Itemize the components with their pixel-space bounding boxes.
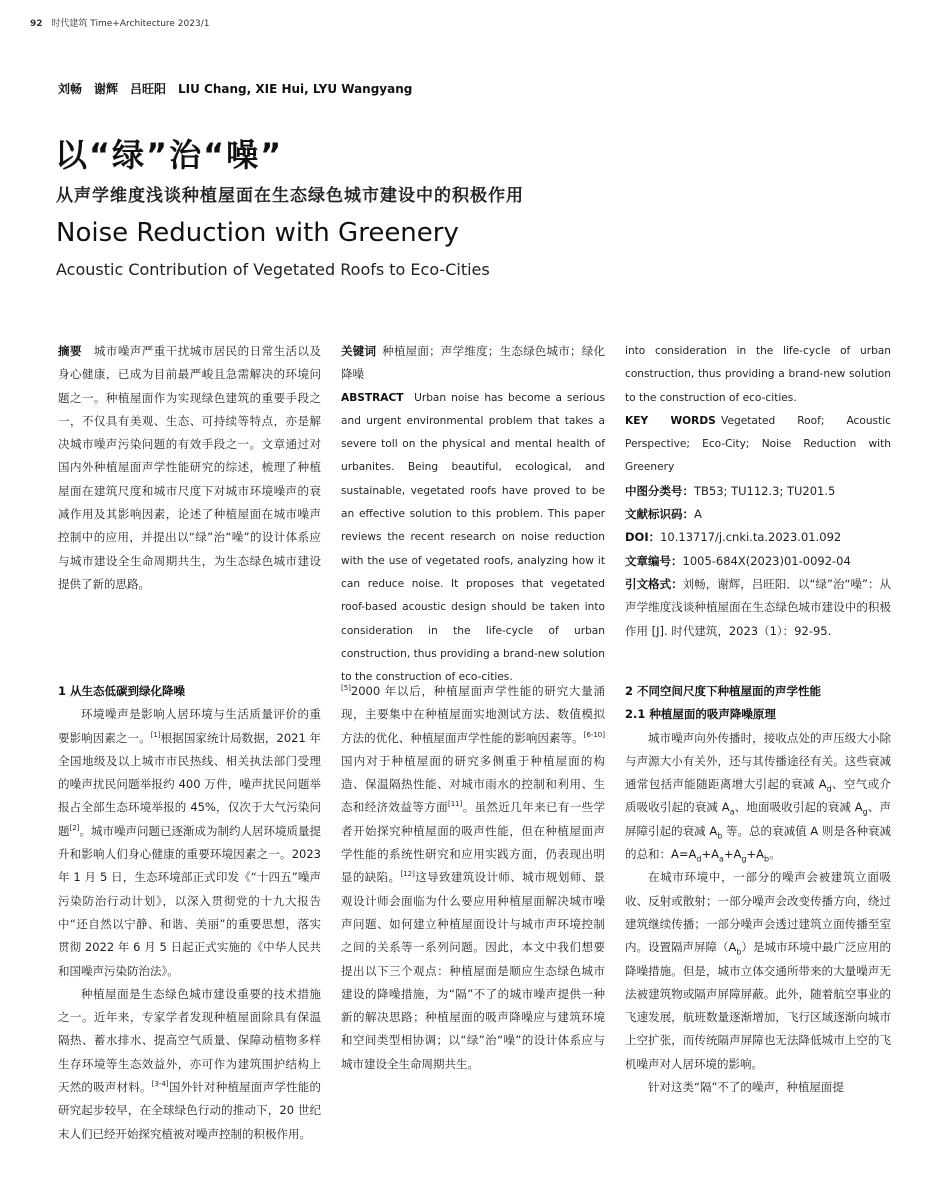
article-number: 文章编号：1005-684X(2023)01-0092-04 — [625, 553, 851, 568]
paragraph: 针对这类“隔”不了的噪声，种植屋面提 — [648, 1080, 844, 1095]
abstract-cn-label: 摘要 — [58, 344, 82, 358]
section-2-heading: 2 不同空间尺度下种植屋面的声学性能 — [625, 684, 822, 698]
clc-number: 中图分类号：TB53; TU112.3; TU201.5 — [625, 483, 836, 498]
subtitle-chinese: 从声学维度浅谈种植屋面在生态绿色城市建设中的积极作用 — [56, 186, 524, 206]
section-2-1-heading: 2.1 种植屋面的吸声降噪原理 — [625, 707, 776, 722]
abstract-cn — [58, 340, 321, 596]
abstract-en-continued: into consideration in the life-cycle of urban construction, thus providing a brand-new solution to the construction of eco-cities. — [625, 345, 891, 404]
citation-format: 引文格式：刘畅，谢辉，吕旺阳．以“绿”治“噪”：从声学维度浅谈种植屋面在生态绿色城市建设中的积极作用 [J]. 时代建筑，2023（1）：92-95. — [625, 576, 891, 638]
keywords-en-label: KEY WORDS — [625, 414, 716, 427]
doi: DOI：10.13717/j.cnki.ta.2023.01.092 — [625, 530, 842, 545]
keywords-cn — [341, 340, 605, 387]
section-1-heading: 1 从生态低碳到绿化降噪 — [58, 684, 186, 698]
body-column-1 — [58, 680, 321, 1190]
abstract-en-column — [341, 340, 606, 684]
abstract-cn-column — [58, 340, 321, 596]
metadata-column — [625, 340, 891, 643]
subtitle-english: Acoustic Contribution of Vegetated Roofs to Eco-Cities — [56, 260, 490, 279]
keywords-cn-text: 种植屋面；声学维度；生态绿色城市；绿化降噪 — [341, 344, 606, 382]
keywords-en — [625, 410, 891, 480]
paragraph: 环境噪声是影响人居环境与生活质量评价的重要影响因素之一。[1]根据国家统计局数据，2021 年全国地级及以上城市市民热线、相关执法部门受理的噪声扰民问题举报约 400 万件，噪声扰民问题举报占全部生态环境举报的 45%，仅次于大气污染问题[2]。城市噪声问题已逐渐成为制约人居环境质量提升和影响人们身心健康的重要环境因素之一。2023 年 1 月 5 日，生态环境部正式印发《“十四五”噪声污染防治行动计划》，以深入贯彻党的十九大报告中“还自然以宁静、和谐、美丽”的重要思想，落实贯彻 2022 年 6 月 5 日起正式实施的《中华人民共和国噪声污染防治法》。 — [58, 707, 322, 978]
author-line: 刘畅 谢辉 吕旺阳 LIU Chang, XIE Hui, LYU Wangyang — [58, 82, 413, 96]
abstract-en-label: ABSTRACT — [341, 391, 404, 404]
abstract-en-text: Urban noise has become a serious and urgent environmental problem that takes a severe toll on the physical and mental health of urbanites. Being beautiful, ecological, and sustainable, vegetated roofs have proved to be an effective solution to this problem. This paper reviews the recent research on noise reduction with the use of vegetated roofs, analyzing how it can reduce noise. It proposes that vegetated roof-based acoustic design should be taken into consideration in the life-cycle of urban construction, thus providing a brand-new solution to the construction of eco-cities. — [341, 391, 606, 684]
body-column-3 — [625, 680, 891, 1190]
abstract-cn-text: 城市噪声严重干扰城市居民的日常生活以及身心健康，已成为目前最严峻且急需解决的环境问题之一。种植屋面作为实现绿色建筑的重要手段之一，不仅具有美观、生态、可持续等特点，亦是解决城市噪声污染问题的有效手段之一。文章通过对国内外种植屋面声学性能研究的综述，梳理了种植屋面在建筑尺度和城市尺度下对城市环境噪声的衰减作用及其影响因素，论述了种植屋面在城市噪声控制中的应用，并提出以“绿”治“噪”的设计体系应与城市建设全生命周期共生，为生态绿色城市建设提供了新的思路。 — [58, 344, 321, 591]
paragraph-continued: [5]2000 年以后，种植屋面声学性能的研究大量涌现，主要集中在种植屋面实地测试方法、数值模拟方法的优化、种植屋面声学性能的影响因素等。[6-10]国内对于种植屋面的研究多侧重于种植屋面的构造、保温隔热性能、对城市雨水的控制和利用、生态和经济效益等方面[11]。虽然近几年来已有一些学者开始探究种植屋面的吸声性能，但在种植屋面声学性能的系统性研究和应用实践方面，仍表现出明显的缺陷。[12]这导致建筑设计师、城市规划师、景观设计师会面临为什么要应用种植屋面解决城市噪声问题、如何建立种植屋面设计与城市声环境控制之间的关系等一系列问题。因此，本文中我们想要提出以下三个观点：种植屋面是顺应生态绿色城市建设的降噪措施，为“隔”不了的城市噪声提供一种新的解决思路；种植屋面的吸声降噪应与建筑环境和空间类型相协调；以“绿”治“噪”的设计体系应与城市建设全生命周期共生。 — [341, 684, 606, 1071]
title-english: Noise Reduction with Greenery — [56, 218, 459, 248]
journal-name: 时代建筑 Time+Architecture 2023/1 — [51, 19, 210, 29]
title-chinese: 以“绿”治“噪” — [55, 136, 284, 174]
paragraph: 种植屋面是生态绿色城市建设重要的技术措施之一。近年来，专家学者发现种植屋面除具有保温隔热、蓄水排水、提高空气质量、保障动植物多样生存环境等生态效益外，亦可作为建筑围护结构上天然的吸声材料。[3-4]国外针对种植屋面声学性能的研究起步较早，在全球绿色行动的推动下，20 世纪末人们已经开始探究植被对噪声控制的积极作用。 — [58, 986, 321, 1141]
body-column-2 — [341, 680, 605, 1190]
document-code: 文献标识码：A — [625, 507, 702, 522]
paragraph: 在城市环境中，一部分的噪声会被建筑立面吸收、反射或散射；一部分噪声会改变传播方向，绕过建筑继续传播；一部分噪声会透过建筑立面传播至室内。设置隔声屏障$(A_b)$是城市环境中最广泛应用的降噪措施。但是，城市立体交通所带来的大量噪声无法被建筑物或隔声屏障屏蔽。此外，随着航空事业的飞速发展，航班数量逐渐增加，飞行区域逐渐向城市上空扩张，而传统隔声屏障也无法降低城市上空的飞机噪声对人居环境的影响。 — [625, 870, 891, 1071]
keywords-cn-label: 关键词 — [341, 344, 377, 358]
paragraph: 城市噪声向外传播时，接收点处的声压级大小除与声源大小有关外，还与其传播途径有关。这些衰减通常包括声能随距离增大引起的衰减 $A_d$、空气或介质吸收引起的衰减 $A_a$、地面吸收引起的衰减 $A_g$、声屏障引起的衰减 $A_b$ 等。总的衰减值 A 则是各种衰减的总和：$A=A_d+A_a+A_g+A_b$。 — [625, 730, 891, 864]
running-head — [30, 16, 209, 29]
page-number: 92 — [30, 19, 43, 29]
abstract-en — [341, 387, 605, 690]
keywords-en-text: Vegetated Roof; Acoustic Perspective; Eco-City; Noise Reduction with Greenery — [625, 414, 891, 474]
